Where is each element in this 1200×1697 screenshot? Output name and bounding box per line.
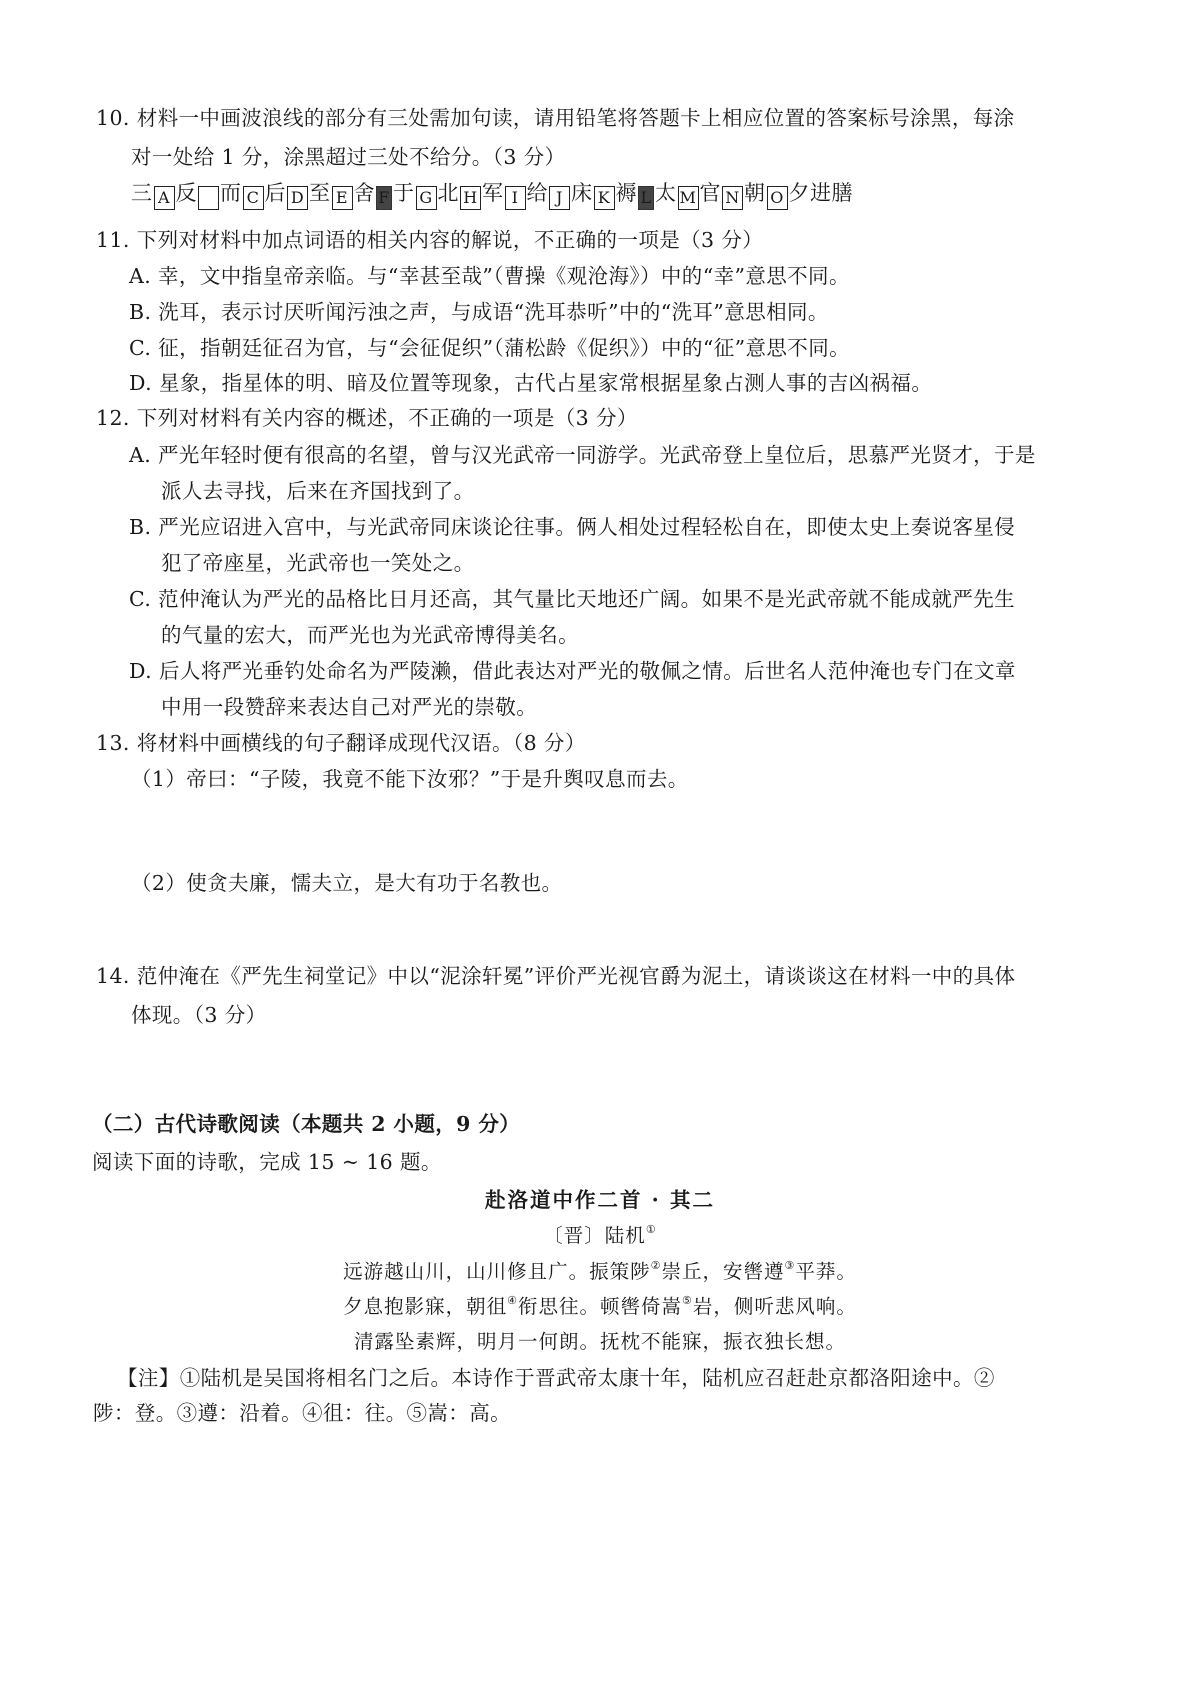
q10-punctuation-sequence <box>131 183 853 210</box>
answer-box-j[interactable]: J <box>549 186 570 210</box>
section-heading: （二）古代诗歌阅读（本题共 2 小题，9 分） <box>92 1112 521 1136</box>
q12-option-c-line1: C. 范仲淹认为严光的品格比日月还高，其气量比天地还广阔。如果不是光武帝就不能成就严先生 <box>129 587 1016 611</box>
q10-stem-line2: 对一处给 1 分，涂黑超过三处不给分。（3 分） <box>131 145 566 169</box>
answer-box-i[interactable]: I <box>505 186 526 210</box>
q12-option-d-line2: 中用一段赞辞来表达自己对严光的崇敬。 <box>161 695 538 719</box>
q12-option-a-line1: A. 严光年轻时便有很高的名望，曾与汉光武帝一同游学。光武帝登上皇位后，思慕严光贤才，于是 <box>129 443 1036 467</box>
sequence-text: 三 <box>131 181 153 205</box>
sequence-text: 床 <box>571 181 593 205</box>
q12-option-b-line1: B. 严光应诏进入宫中，与光武帝同床谈论往事。俩人相处过程轻松自在，即使太史上奏说客星侵 <box>129 515 1016 539</box>
answer-box-a[interactable]: A <box>154 186 175 210</box>
q11-stem: 11. 下列对材料中加点词语的相关内容的解说，不正确的一项是（3 分） <box>96 228 764 252</box>
sequence-text: 至 <box>309 181 331 205</box>
answer-box-f[interactable]: F <box>376 186 392 210</box>
poem-line-3: 清露坠素辉，明月一何朗。抚枕不能寐，振衣独长想。 <box>353 1330 846 1353</box>
sequence-text: 太 <box>655 181 677 205</box>
q11-option-d: D. 星象，指星体的明、暗及位置等现象，古代占星家常根据星象占测人事的吉凶祸福。 <box>129 371 933 395</box>
answer-box-h[interactable]: H <box>460 186 481 210</box>
answer-box-d[interactable]: D <box>287 186 308 210</box>
poem-note-line1: 【注】①陆机是吴国将相名门之后。本诗作于晋武帝太康十年，陆机应召赶赴京都洛阳途中。② <box>117 1366 995 1390</box>
q13-stem: 13. 将材料中画横线的句子翻译成现代汉语。（8 分） <box>96 731 586 755</box>
q12-option-d-line1: D. 后人将严光垂钓处命名为严陵濑，借此表达对严光的敬佩之情。后世名人范仲淹也专门在文章 <box>129 659 1016 683</box>
poem-note-line2: 陟：登。③遵：沿着。④徂：往。⑤嵩：高。 <box>93 1401 511 1425</box>
sequence-text: 后 <box>264 181 286 205</box>
q11-option-b: B. 洗耳，表示讨厌听闻污浊之声，与成语“洗耳恭听”中的“洗耳”意思相同。 <box>129 300 829 324</box>
sequence-text: 北 <box>437 181 459 205</box>
q12-stem: 12. 下列对材料有关内容的概述，不正确的一项是（3 分） <box>96 406 638 430</box>
answer-box-g[interactable]: G <box>416 186 437 210</box>
q13-sentence-2: （2）使贪夫廉，懦夫立，是大有功于名教也。 <box>131 871 563 895</box>
sequence-text: 军 <box>482 181 504 205</box>
q11-option-c: C. 征，指朝廷征召为官，与“会征促织”（蒲松龄《促织》）中的“征”意思不同。 <box>129 336 851 360</box>
sequence-text: 褥 <box>615 181 637 205</box>
q14-stem-line1: 14. 范仲淹在《严先生祠堂记》中以“泥涂轩冕”评价严光视官爵为泥土，请谈谈这在材料一中的具体 <box>96 964 1016 988</box>
q13-sentence-1: （1）帝曰：“子陵，我竟不能下汝邪？”于是升舆叹息而去。 <box>131 767 689 791</box>
answer-box-b[interactable] <box>198 186 219 210</box>
answer-box-c[interactable]: C <box>243 186 264 210</box>
q11-option-a: A. 幸，文中指皇帝亲临。与“幸甚至哉”（曹操《观沧海》）中的“幸”意思不同。 <box>129 264 850 288</box>
answer-box-k[interactable]: K <box>594 186 615 210</box>
poem-author: 〔晋〕陆机① <box>543 1223 657 1247</box>
poem-title: 赴洛道中作二首 · 其二 <box>485 1188 715 1212</box>
answer-box-n[interactable]: N <box>722 186 743 210</box>
sequence-text: 官 <box>699 181 721 205</box>
sequence-text: 朝 <box>744 181 766 205</box>
sequence-text: 而 <box>220 181 242 205</box>
answer-box-m[interactable]: M <box>678 186 699 210</box>
q14-stem-line2: 体现。（3 分） <box>131 1003 267 1027</box>
q12-option-c-line2: 的气量的宏大，而严光也为光武帝博得美名。 <box>161 623 579 647</box>
poem-line-2: 夕息抱影寐，朝徂④衔思往。顿辔倚嵩⑤岩，侧听悲风响。 <box>343 1294 857 1318</box>
answer-box-l[interactable]: L <box>638 186 654 210</box>
poem-line-1: 远游越山川，山川修且广。振策陟②崇丘，安辔遵③平莽。 <box>343 1259 857 1283</box>
sequence-text: 于 <box>393 181 415 205</box>
section-instructions: 阅读下面的诗歌，完成 15 ~ 16 题。 <box>92 1150 442 1174</box>
sequence-text: 给 <box>526 181 548 205</box>
q12-option-b-line2: 犯了帝座星，光武帝也一笑处之。 <box>161 551 475 575</box>
answer-box-o[interactable]: O <box>767 186 788 210</box>
q12-option-a-line2: 派人去寻找，后来在齐国找到了。 <box>161 479 475 503</box>
q10-stem-line1: 10. 材料一中画波浪线的部分有三处需加句读，请用铅笔将答题卡上相应位置的答案标号涂黑，每涂 <box>96 106 1015 130</box>
sequence-text: 夕进膳 <box>788 181 853 205</box>
sequence-text: 反 <box>175 181 197 205</box>
answer-box-e[interactable]: E <box>332 186 353 210</box>
sequence-text: 舍 <box>353 181 375 205</box>
